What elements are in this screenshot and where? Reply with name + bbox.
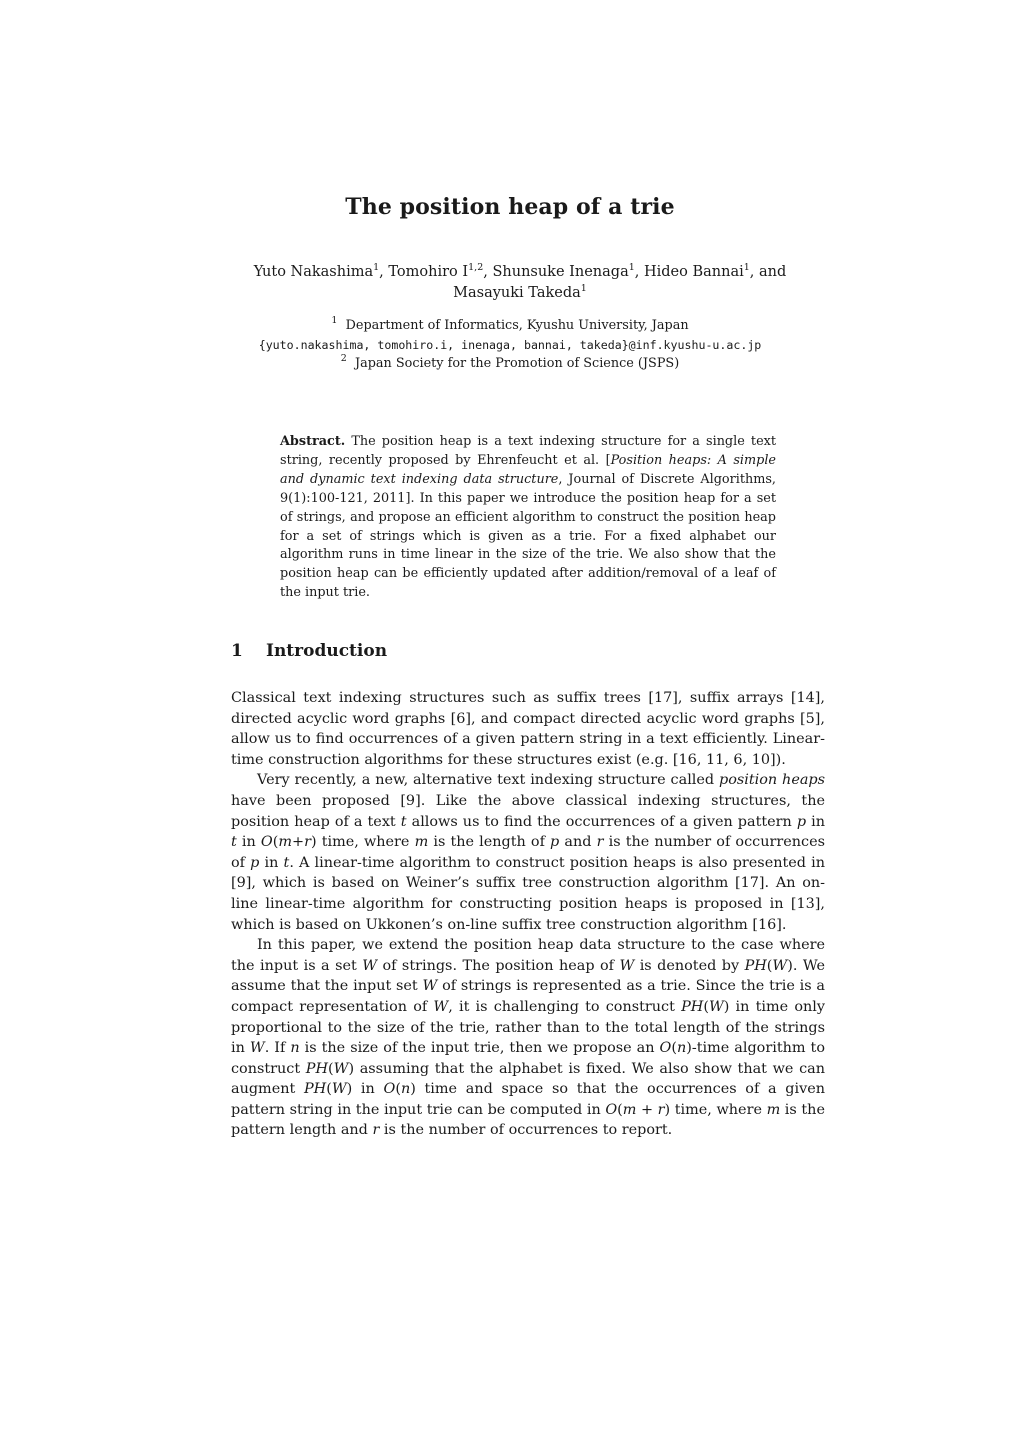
author: Masayuki Takeda$^1$ <box>453 283 587 301</box>
paragraph-2: Very recently, a new, alternative text indexing structure called position heaps have been proposed [9]. Like the above classical indexing structures, the position heap of a text t allows us to find the occurrences of a given pattern p in t in O(m+r) time, where m is the length of p and r is the number of occurrences of p in t. A linear-time algorithm to construct position heaps is also presented in [9], which is based on Weiner’s suffix tree construction algorithm [17]. An on-line linear-time algorithm for constructing position heaps is proposed in [13], which is based on Ukkonen’s on-line suffix tree construction algorithm [16]. <box>231 772 826 933</box>
section-body <box>231 688 825 1141</box>
author-emails: {yuto.nakashima, tomohiro.i, inenaga, bannai, takeda}@inf.kyushu-u.ac.jp <box>258 338 762 352</box>
author: Shunsuke Inenaga$^1$, <box>492 262 644 280</box>
paper-title: The position heap of a trie <box>345 194 675 220</box>
affiliation-2: $^2$ Japan Society for the Promotion of Science (JSPS) <box>340 353 680 371</box>
author-line-1 <box>200 262 840 283</box>
paragraph-3: In this paper, we extend the position heap data structure to the case where the input is a set W of strings. The position heap of W is denoted by PH(W). We assume that the input set W of strings is represented as a trie. Since the trie is a compact representation of W, it is challenging to construct PH(W) in time only proportional to the size of the trie, rather than to the total length of the strings in W. If n is the size of the input trie, then we propose an O(n)-time algorithm to construct PH(W) assuming that the alphabet is fixed. We also show that we can augment PH(W) in O(n) time and space so that the occurrences of a given pattern string in the input trie can be computed in O(m + r) time, where m is the pattern length and r is the number of occurrences to report. <box>231 937 826 1139</box>
affiliation-1: $^1$ Department of Informatics, Kyushu University, Japan <box>331 315 689 333</box>
abstract: Abstract. The position heap is a text indexing structure for a single text string, recently proposed by Ehrenfeucht et al. [Position heaps: A simple and dynamic text indexing data structure, Journal of Discrete Algorithms, 9(1):100-121, 2011]. In this paper we introduce the position heap for a set of strings, and propose an efficient algorithm to construct the position heap for a set of strings which is given as a trie. For a fixed alphabet our algorithm runs in time linear in the size of the trie. We also show that the position heap can be efficiently updated after addition/removal of a leaf of the input trie. <box>280 434 777 601</box>
paragraph-1: Classical text indexing structures such as suffix trees [17], suffix arrays [14], directed acyclic word graphs [6], and compact directed acyclic word graphs [5], allow us to find occurrences of a given pattern string in a text efficiently. Linear-time construction algorithms for these structures exist (e.g. [16, 11, 6, 10]). <box>231 690 825 768</box>
author-list <box>200 262 840 304</box>
author: Hideo Bannai$^1$, and <box>643 262 787 280</box>
section-number: 1 <box>231 641 243 661</box>
author: Tomohiro I$^{1,2}$, <box>388 262 493 280</box>
abstract-label: Abstract. <box>280 434 346 449</box>
author-line-2 <box>200 283 840 304</box>
reference-title: Position heaps: A simple and dynamic text indexing data structure <box>280 452 777 487</box>
author: Yuto Nakashima$^1$, <box>253 262 389 280</box>
section-heading <box>231 641 387 661</box>
section-title: Introduction <box>266 641 388 661</box>
